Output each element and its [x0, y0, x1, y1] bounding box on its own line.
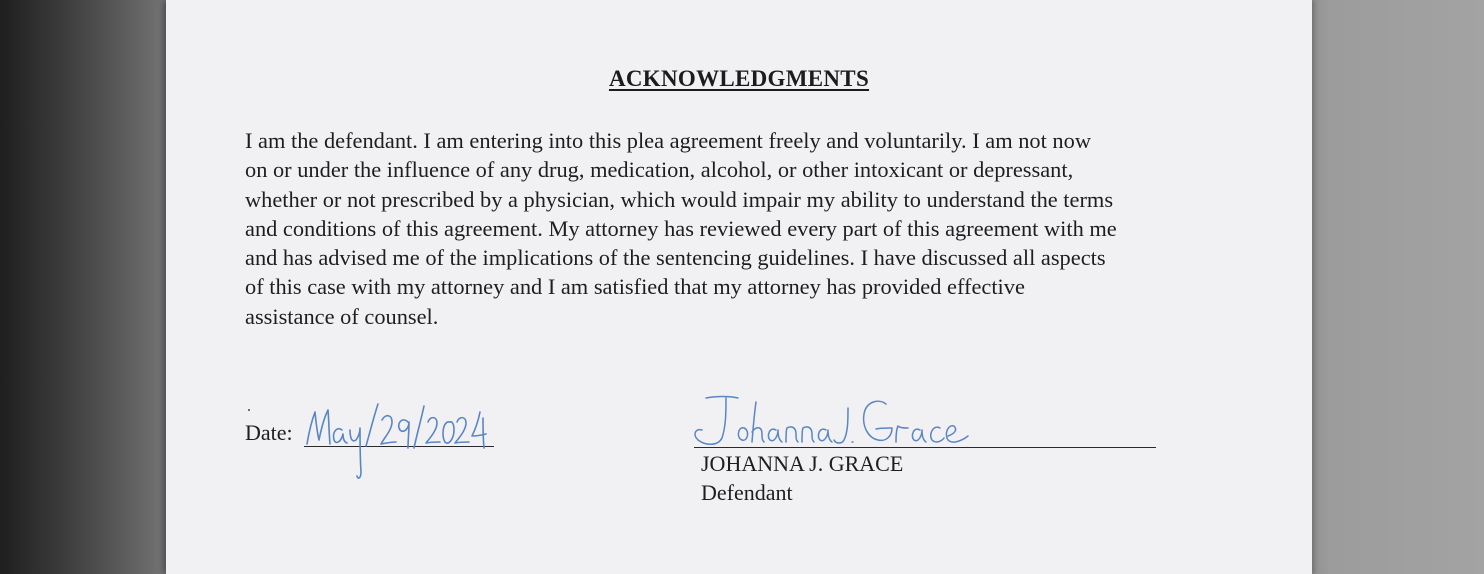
defendant-signature	[686, 388, 986, 458]
paragraph-line: and conditions of this agreement. My attorney has reviewed every part of this agreement with me	[245, 215, 1117, 241]
document-heading	[166, 66, 1312, 92]
signer-name: JOHANNA J. GRACE	[701, 451, 904, 476]
acknowledgment-paragraph	[245, 126, 1245, 331]
paragraph-line: I am the defendant. I am entering into this plea agreement freely and voluntarily. I am not now	[245, 128, 1091, 153]
paragraph-line: assistance of counsel.	[245, 303, 439, 329]
heading-text: ACKNOWLEDGMENTS	[608, 66, 870, 91]
signer-role: Defendant	[701, 480, 793, 505]
handwritten-date	[304, 392, 504, 487]
date-label: Date:	[245, 420, 293, 445]
paragraph-line: whether or not prescribed by a physician, which would impair my ability to understand the terms	[245, 186, 1114, 212]
stray-dot	[248, 409, 250, 411]
paragraph-line: of this case with my attorney and I am satisfied that my attorney has provided effective	[245, 274, 1025, 300]
paragraph-line: and has advised me of the implications of the sentencing guidelines. I have discussed all aspects	[245, 245, 1106, 271]
paragraph-line: on or under the influence of any drug, medication, alcohol, or other intoxicant or depressant,	[245, 157, 1074, 183]
document-page	[166, 0, 1312, 574]
